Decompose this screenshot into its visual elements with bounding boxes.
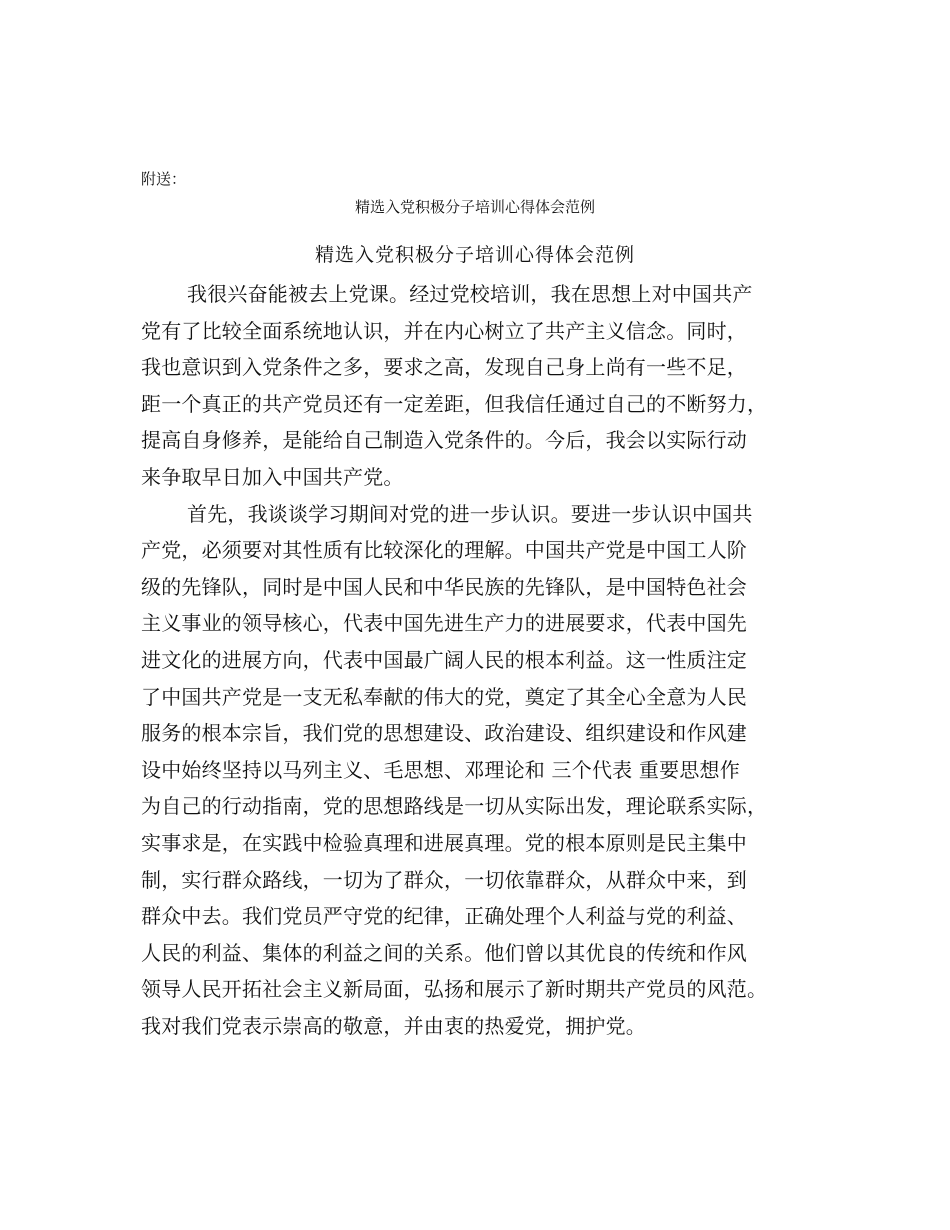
paragraph-line: 领导人民开拓社会主义新局面，弘扬和展示了新时期共产党员的风范。 [141,977,768,1002]
paragraph-line: 制，实行群众路线，一切为了群众，一切依靠群众，从群众中来，到 [141,867,747,892]
paragraph-2 [141,496,811,1045]
paragraph-line: 我很兴奋能被去上党课。经过党校培训，我在思想上对中国共产 [187,282,753,306]
paragraph-line: 服务的根本宗旨，我们党的思想建设、政治建设、组织建设和作风建 [141,721,747,746]
paragraph-line: 产党，必须要对其性质有比较深化的理解。中国共产党是中国工人阶 [141,538,747,563]
paragraph-line: 设中始终坚持以马列主义、毛思想、邓理论和 三个代表 重要思想作 [141,757,740,782]
paragraph-line: 我也意识到入党条件之多，要求之高，发现自己身上尚有一些不足， [141,355,747,380]
paragraph-line: 我对我们党表示崇高的敬意，并由衷的热爱党，拥护党。 [141,1013,646,1038]
paragraph-line: 了中国共产党是一支无私奉献的伟大的党，奠定了其全心全意为人民 [141,684,747,709]
paragraph-line: 来争取早日加入中国共产党。 [141,464,404,489]
paragraph-1 [141,276,811,496]
paragraph-line: 级的先锋队，同时是中国人民和中华民族的先锋队，是中国特色社会 [141,574,747,599]
paragraph-line: 群众中去。我们党员严守党的纪律，正确处理个人利益与党的利益、 [141,904,747,929]
paragraph-line: 人民的利益、集体的利益之间的关系。他们曾以其优良的传统和作风 [141,940,747,965]
document-title: 精选入党积极分子培训心得体会范例 [314,244,635,266]
paragraph-line: 首先，我谈谈学习期间对党的进一步认识。要进一步认识中国共 [187,501,753,526]
paragraph-line: 提高自身修养，是能给自己制造入党条件的。今后，我会以实际行动 [141,428,747,453]
document-subtitle: 精选入党积极分子培训心得体会范例 [354,198,595,216]
paragraph-line: 主义事业的领导核心，代表中国先进生产力的进展要求，代表中国先 [141,611,747,636]
paragraph-line: 实事求是，在实践中检验真理和进展真理。党的根本原则是民主集中 [141,830,747,855]
paragraph-line: 进文化的进展方向，代表中国最广阔人民的根本利益。这一性质注定 [141,647,747,672]
paragraph-line: 党有了比较全面系统地认识，并在内心树立了共产主义信念。同时， [141,318,747,343]
paragraph-line: 距一个真正的共产党员还有一定差距，但我信任通过自己的不断努力， [141,391,768,416]
paragraph-line: 为自己的行动指南，党的思想路线是一切从实际出发，理论联系实际， [141,794,768,819]
document-body [141,276,811,1044]
attachment-label: 附送： [141,170,187,188]
